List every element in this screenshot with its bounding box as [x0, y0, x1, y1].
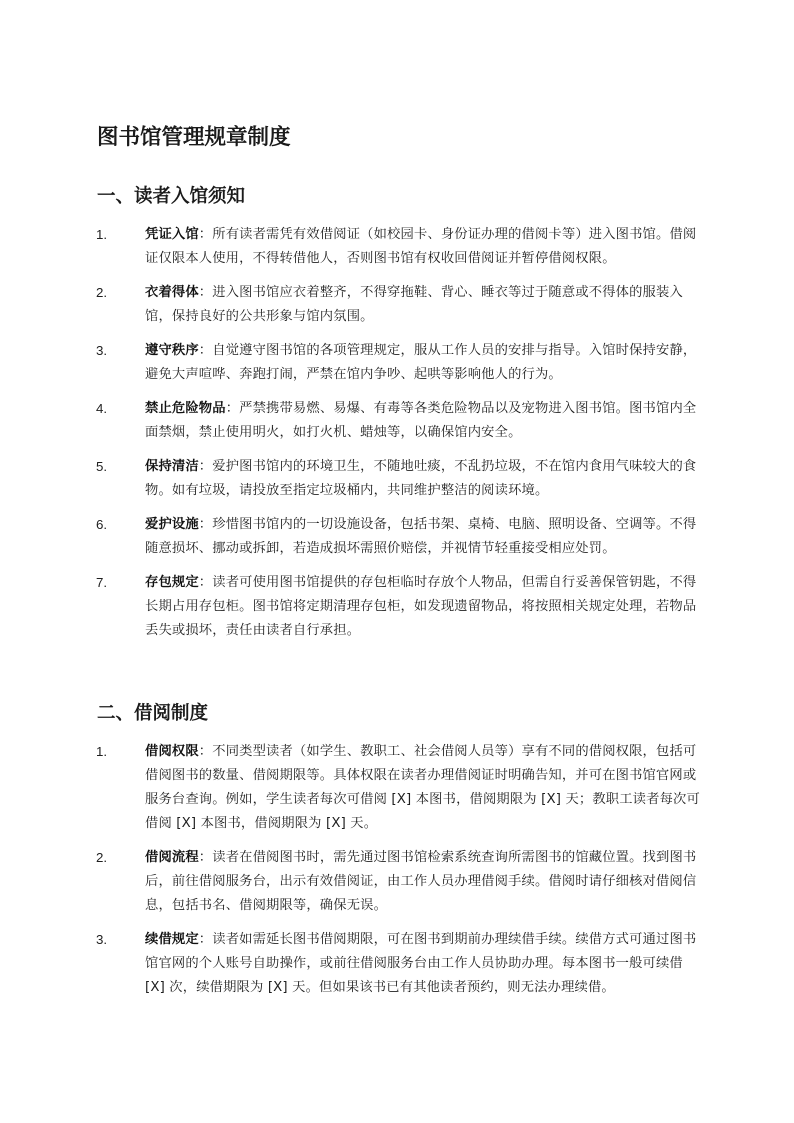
- list-item: [0, 339, 700, 387]
- item-term: 衣着得体: [145, 285, 199, 300]
- item-term: 借阅权限: [145, 744, 199, 759]
- item-text: 读者如需延长图书借阅期限，可在图书到期前办理续借手续。续借方式可通过图书馆官网的个人账号自助操作，或前往借阅服务台由工作人员协助办理。每本图书一般可续借 [X] 次，续借期限为 [X] 天。但如果该书已有其他读者预约，则无法办理续借。: [145, 932, 697, 995]
- item-term: 保持清洁: [145, 459, 199, 474]
- item-separator: ：: [198, 517, 213, 532]
- item-text: 读者可使用图书馆提供的存包柜临时存放个人物品，但需自行妥善保管钥匙，不得长期占用存包柜。图书馆将定期清理存包柜，如发现遗留物品，将按照相关规定处理，若物品丢失或损坏，责任由读者自行承担。: [145, 575, 697, 638]
- item-number: 4.: [96, 401, 108, 416]
- section-heading-reader-entry: 一、读者入馆须知: [97, 186, 246, 207]
- item-paragraph: [145, 281, 700, 329]
- borrowing-rules-list: [0, 740, 700, 1010]
- list-item: [0, 740, 700, 836]
- item-term: 遵守秩序: [145, 343, 199, 358]
- list-item: [0, 281, 700, 329]
- item-text: 自觉遵守图书馆的各项管理规定，服从工作人员的安排与指导。入馆时保持安静，避免大声喧哗、奔跑打闹，严禁在馆内争吵、起哄等影响他人的行为。: [145, 343, 697, 382]
- item-separator: ：: [198, 575, 213, 590]
- item-text: 进入图书馆应衣着整齐，不得穿拖鞋、背心、睡衣等过于随意或不得体的服装入馆，保持良好的公共形象与馆内氛围。: [145, 285, 683, 324]
- document-title: 图书馆管理规章制度: [97, 125, 291, 150]
- item-text: 所有读者需凭有效借阅证（如校园卡、身份证办理的借阅卡等）进入图书馆。借阅证仅限本人使用，不得转借他人，否则图书馆有权收回借阅证并暂停借阅权限。: [145, 227, 697, 266]
- item-paragraph: [145, 397, 700, 445]
- item-number: 5.: [96, 459, 108, 474]
- item-separator: ：: [198, 227, 213, 242]
- item-separator: ：: [198, 343, 213, 358]
- item-separator: ：: [225, 401, 240, 416]
- item-term: 存包规定: [145, 575, 199, 590]
- item-paragraph: [145, 339, 700, 387]
- list-item: [0, 397, 700, 445]
- item-paragraph: [145, 223, 700, 271]
- item-paragraph: [145, 846, 700, 918]
- item-paragraph: [145, 740, 700, 836]
- list-item: [0, 223, 700, 271]
- item-number: 2.: [96, 285, 108, 300]
- item-paragraph: [145, 928, 700, 1000]
- item-separator: ：: [198, 744, 213, 759]
- item-term: 续借规定: [145, 932, 199, 947]
- item-number: 1.: [96, 227, 108, 242]
- item-number: 3.: [96, 343, 108, 358]
- item-separator: ：: [198, 850, 213, 865]
- item-paragraph: [145, 455, 700, 503]
- item-number: 7.: [96, 575, 108, 590]
- item-term: 禁止危险物品: [145, 401, 226, 416]
- item-text: 爱护图书馆内的环境卫生，不随地吐痰，不乱扔垃圾，不在馆内食用气味较大的食物。如有垃圾，请投放至指定垃圾桶内，共同维护整洁的阅读环境。: [145, 459, 697, 498]
- list-item: [0, 846, 700, 918]
- item-term: 爱护设施: [145, 517, 199, 532]
- item-number: 3.: [96, 932, 108, 947]
- item-text: 读者在借阅图书时，需先通过图书馆检索系统查询所需图书的馆藏位置。找到图书后，前往借阅服务台，出示有效借阅证，由工作人员办理借阅手续。借阅时请仔细核对借阅信息，包括书名、借阅期限等，确保无误。: [145, 850, 697, 913]
- item-text: 珍惜图书馆内的一切设施设备，包括书架、桌椅、电脑、照明设备、空调等。不得随意损坏、挪动或拆卸，若造成损坏需照价赔偿，并视情节轻重接受相应处罚。: [145, 517, 697, 556]
- list-item: [0, 571, 700, 643]
- item-term: 凭证入馆: [145, 227, 199, 242]
- item-number: 1.: [96, 744, 108, 759]
- item-separator: ：: [198, 932, 213, 947]
- item-separator: ：: [198, 459, 213, 474]
- item-text: 严禁携带易燃、易爆、有毒等各类危险物品以及宠物进入图书馆。图书馆内全面禁烟，禁止使用明火，如打火机、蜡烛等，以确保馆内安全。: [145, 401, 697, 440]
- item-number: 6.: [96, 517, 108, 532]
- item-text: 不同类型读者（如学生、教职工、社会借阅人员等）享有不同的借阅权限，包括可借阅图书的数量、借阅期限等。具体权限在读者办理借阅证时明确告知，并可在图书馆官网或服务台查询。例如，学生读者每次可借阅 [X] 本图书，借阅期限为 [X] 天；教职工读者每次可借阅 [X] 本图书，借阅期限为 [X] 天。: [145, 744, 700, 831]
- list-item: [0, 455, 700, 503]
- item-separator: ：: [198, 285, 213, 300]
- item-number: 2.: [96, 850, 108, 865]
- reader-entry-rules-list: [0, 223, 700, 653]
- item-paragraph: [145, 571, 700, 643]
- item-term: 借阅流程: [145, 850, 199, 865]
- list-item: [0, 928, 700, 1000]
- section-heading-borrowing: 二、借阅制度: [97, 703, 209, 724]
- list-item: [0, 513, 700, 561]
- item-paragraph: [145, 513, 700, 561]
